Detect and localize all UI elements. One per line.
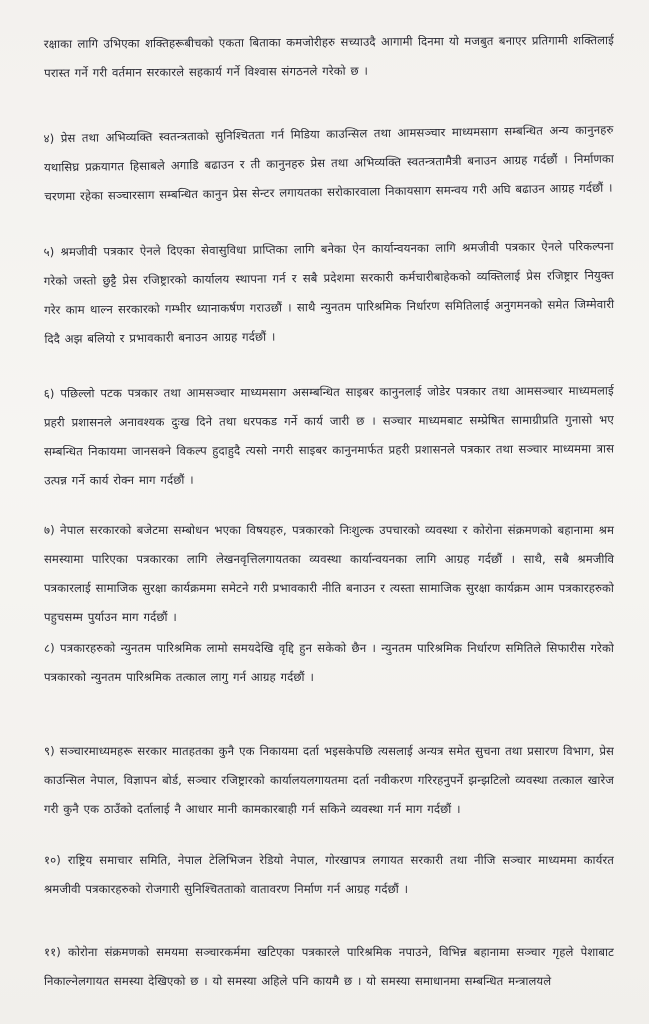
paragraph-continuation: रक्षाका लागि उभिएका शक्तिहरूबीचको एकता बिताका कमजोरीहरु सच्याउदै आगामी दिनमा यो मजबुत बनाएर प्रतिगामी शक्तिलाई परास्त गर्ने गरी वर्तमान सरकारले सहकार्य गर्ने विश्वास संगठनले गरेको छ ।	[43, 33, 614, 80]
paragraph-11: ११) कोरोना संक्रमणको समयमा सञ्चारकर्ममा खटिएका पत्रकारले पारिश्रमिक नपाउने, विभिन्न बहानामा सञ्चार गृहले पेशाबाट निकाल्नेलगायत समस्या देखिएको छ । यो समस्या अहिले पनि कायमै छ । यो समस्या समाधानमा सम्बन्धित मन्त्रालयले	[44, 945, 614, 988]
paragraph-8: ८) पत्रकारहरुको न्युनतम पारिश्रमिक लामो समयदेखि वृद्दि हुन सकेको छैन । न्युनतम पारिश्रमिक निर्धारण समितिले सिफारीस गरेको पत्रकारको न्युनतम पारिश्रमिक तत्काल लागु गर्न आग्रह गर्दछौं ।	[44, 641, 614, 684]
paragraph-7: ७) नेपाल सरकारको बजेटमा सम्बोधन भएका विषयहरु, पत्रकारको निःशुल्क उपचारको व्यवस्था र कोरोना संक्रमणको बहानामा श्रम समस्यामा पारिएका पत्रकारका लागि लेखनवृत्तिलगायतका व्यवस्था कार्यान्वयनका लागि आग्रह गर्दछौं । साथै, सबै श्रमजीवि पत्रकारलाई सामाजिक सुरक्षा कार्यक्रममा समेटने गरी प्रभावकारी नीति बनाउन र त्यस्ता सामाजिक सुरक्षा कार्यक्रम आम पत्रकारहरुको पहुचसम्म पुर्याउन माग गर्दछौं ।	[44, 523, 614, 624]
paragraph-9: ९) सञ्चारमाध्यमहरू सरकार मातहतका कुनै एक निकायमा दर्ता भइसकेपछि त्यसलाई अन्यत्र समेत सुचना तथा प्रसारण विभाग, प्रेस काउन्सिल नेपाल, विज्ञापन बोर्ड, सञ्चार रजिष्ट्रारको कार्यालयलगायतमा दर्ता नवीकरण गरिरहनुपर्ने झन्झटिलो व्यवस्था तत्काल खारेज गरी कुनै एक ठाउँको दर्तालाई नै आधार मानी कामकारबाही गर्न सकिने व्यवस्था गर्न माग गर्दछौं ।	[44, 744, 614, 816]
paragraph-5: ५) श्रमजीवी पत्रकार ऐनले दिएका सेवासुविधा प्राप्तिका लागि बनेका ऐन कार्यान्वयनका लागि श्रमजीवी पत्रकार ऐनले परिकल्पना गरेको जस्तो छुट्टै प्रेस रजिष्ट्रारको कार्यालय स्थापना गर्न र सबै प्रदेशमा सरकारी कर्मचारीबाहेकको व्यक्तिलाई प्रेस रजिष्ट्रार नियुक्त गरेर काम थाल्न सरकारको गम्भीर ध्यानाकर्षण गराउछौं । साथै न्युनतम पारिश्रमिक निर्धारण समितिलाई अनुगमनको समेत जिम्मेवारी दिदै अझ बलियो र प्रभावकारी बनाउन आग्रह गर्दछौं ।	[43, 239, 615, 346]
paragraph-10: १०) राष्ट्रिय समाचार समिति, नेपाल टेलिभिजन रेडियो नेपाल, गोरखापत्र लगायत सरकारी तथा नीजि सञ्चार माध्यममा कार्यरत श्रमजीवी पत्रकारहरुको रोजगारी सुनिश्चितताको वातावरण निर्माण गर्न आग्रह गर्दछौं ।	[44, 853, 614, 896]
paragraph-4: ४) प्रेस तथा अभिव्यक्ति स्वतन्त्रताको सुनिश्चितता गर्न मिडिया काउन्सिल तथा आमसञ्चार माध्यमसाग सम्बन्धित अन्य कानुनहरु यथासिघ्र प्रक्रयागत हिसाबले अगाडि बढाउन र ती कानुनहरु प्रेस तथा अभिव्यक्ति स्वतन्त्रतामैत्री बनाउन आग्रह गर्दछौं । निर्माणका चरणमा रहेका सञ्चारसाग सम्बन्धित कानुन प्रेस सेन्टर लगायतका सरोकारवाला निकायसाग समन्वय गरी अघि बढाउन आग्रह गर्दछौं ।	[43, 122, 615, 204]
paragraph-6: ६) पछिल्लो पटक पत्रकार तथा आमसञ्चार माध्यमसाग असम्बन्धित साइबर कानुनलाई जोडेर पत्रकार तथा आमसञ्चार माध्यमलाई प्रहरी प्रशासनले अनावश्यक दुःख दिने तथा धरपकड गर्ने कार्य जारी छ । सञ्चार माध्यमबाट सम्प्रेषित सामाग्रीप्रति गुनासो भए सम्बन्धित निकायमा जानसक्ने विकल्प हुदाहुदै त्यसो नगरी साइबर कानुनमार्फत प्रहरी प्रशासनले पत्रकार तथा सञ्चार माध्यममा त्रास उत्पन्न गर्ने कार्य रोक्न माग गर्दछौं ।	[43, 383, 615, 488]
